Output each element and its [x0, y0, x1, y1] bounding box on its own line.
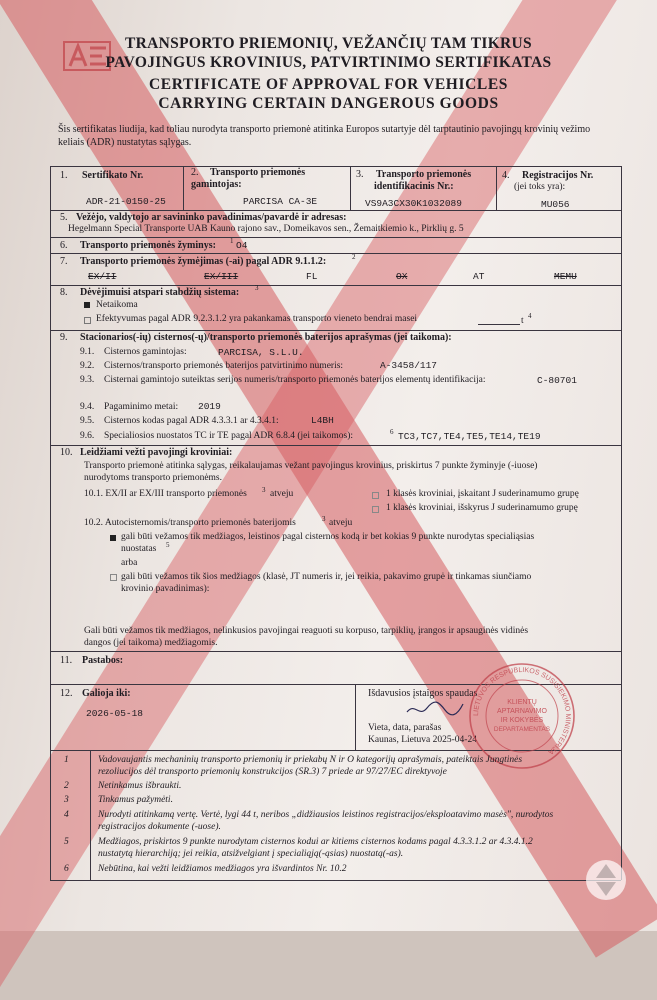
field-num: 5. — [60, 212, 68, 223]
title-en-line2: CARRYING CERTAIN DANGEROUS GOODS — [158, 95, 499, 112]
tank-description-label: Stacionarios(-ių) cisternos(-ų)/transporto priemonės baterijos aprašymas (jei taikoma): — [80, 332, 452, 343]
valid-until-value: 2026-05-18 — [86, 708, 144, 719]
tank-serial-label: Cisternai gamintojo suteiktas serijos numeris/transporto priemonės baterijos elementų identifikacija: — [104, 375, 486, 385]
unchecked-checkbox — [372, 506, 379, 513]
unchecked-checkbox — [84, 317, 91, 324]
compatibility-note-2: dangos (jei taikoma) medžiagomis. — [84, 638, 218, 648]
adr-mark-fl: FL — [306, 271, 318, 282]
brake-option-not-applicable: Netaikoma — [96, 300, 138, 310]
substances-by-tank-code-1: gali būti vežamos tik medžiagos, leistinos pagal cisternos kodą ir bet kokias 9 punkte nurodytas specialiąsias — [121, 532, 535, 542]
tank-code-value: L4BH — [311, 415, 334, 426]
adr-mark-ox: OX — [396, 271, 408, 282]
field-num: 7. — [60, 256, 68, 267]
field-num: 4. — [502, 170, 510, 181]
adr-mark-exii: EX/II — [88, 271, 117, 282]
rule — [90, 750, 91, 880]
rule — [50, 651, 621, 652]
field-num: 1. — [60, 170, 68, 181]
title-lt-line2: PAVOJINGUS KROVINIUS, PATVIRTINIMO SERTIFIKATAS — [105, 54, 552, 71]
svg-text:DEPARTAMENTAS: DEPARTAMENTAS — [493, 726, 551, 733]
place-date-value: Kaunas, Lietuva 2025-04-24 — [368, 735, 477, 745]
rule — [50, 210, 621, 211]
rule — [350, 166, 351, 210]
only-listed-substances-1: gali būti vežamos tik šios medžiagos (klasė, JT numeris ir, jei reikia, pakavimo grupė ir tinkamas siunčiamo — [121, 572, 532, 582]
registration-value: MU056 — [541, 199, 570, 210]
footnote-text: nustatytą hierarchiją; jei reikia, atsižvelgiant į specialiąją(-ąsias) nuostatą(-as). — [98, 849, 404, 859]
tank-code-label: Cisternos kodas pagal ADR 4.3.3.1 ar 4.3.4.1: — [104, 416, 279, 426]
field-num: 9.2. — [80, 361, 95, 371]
permitted-goods-text-2: nurodytoms transporto priemonėms. — [84, 473, 222, 483]
permitted-goods-label: Leidžiami vežti pavojingi kroviniai: — [80, 447, 233, 458]
field-num: 9.1. — [80, 347, 95, 357]
footnote-ref: 4 — [528, 312, 532, 320]
registration-label-2: (jei toks yra): — [514, 182, 566, 192]
field-num: 6. — [60, 240, 68, 251]
footnote-text: Vadovaujantis mechaninių transporto priemonių ir priekabų N ir O kategorijų aprašymais, pateiktais Jungtinės — [98, 755, 523, 765]
class1-including-j: 1 klasės kroviniai, įskaitant J suderinamumo grupę — [386, 489, 579, 499]
blank-line — [478, 324, 520, 325]
footnote-ref: 2 — [352, 253, 356, 261]
footnote-text: Nurodyti atitinkamą vertę. Vertė, lygi 44 t, neribos „didžiausios leistinos registracijos/eksploatavimo masės", nurodytos — [98, 810, 554, 820]
certificate-number-label: Sertifikato Nr. — [82, 170, 144, 181]
manufacturer-value: PARCISA CA-3E — [243, 196, 318, 207]
signature-icon — [405, 698, 465, 720]
footnote-number: 1 — [64, 755, 69, 765]
field-num: 8. — [60, 287, 68, 298]
tank-approval-value: A-3458/117 — [380, 360, 438, 371]
only-listed-substances-2: krovinio pavadinimas): — [121, 584, 210, 594]
vin-label-1: Transporto priemonės — [376, 169, 472, 180]
svg-text:APTARNAVIMO: APTARNAVIMO — [497, 708, 547, 715]
rule — [621, 166, 622, 880]
footnote-ref: 5 — [166, 541, 170, 549]
rule — [50, 253, 621, 254]
adr-marking-label: Transporto priemonės žymėjimas (-ai) pagal ADR 9.1.1.2: — [80, 256, 327, 267]
tank-manufacturer-value: PARCISA, S.L.U. — [218, 347, 304, 358]
remarks-label: Pastabos: — [82, 655, 124, 666]
field-num: 9.4. — [80, 402, 95, 412]
permitted-goods-text-1: Transporto priemonė atitinka sąlygas, reikalaujamas vežant pavojingus krovinius, priskirtus 7 punkte žyminyje (-iuose) — [84, 461, 538, 471]
unchecked-checkbox — [372, 492, 379, 499]
rule — [183, 166, 184, 210]
rule — [50, 330, 621, 331]
svg-text:LIETUVOS RESPUBLIKOS SUSISIEKI: LIETUVOS RESPUBLIKOS SUSISIEKIMO MINISTERIJA — [472, 666, 572, 756]
tank-serial-value: C-80701 — [537, 375, 577, 386]
manufacture-year-value: 2019 — [198, 401, 221, 412]
brake-system-label: Dėvėjimuisi atspari stabdžių sistema: — [80, 287, 240, 298]
field-num: 9.5. — [80, 416, 95, 426]
certificate-number-value: ADR-21-0150-25 — [86, 196, 166, 207]
footnote-ref: 6 — [390, 428, 394, 436]
adr-mark-exiii: EX/III — [204, 271, 239, 282]
field-num: 12. — [60, 688, 73, 699]
footnote-number: 5 — [64, 837, 69, 847]
section-10-2-tail: atveju — [329, 518, 353, 528]
brake-option-efficiency: Efektyvumas pagal ADR 9.2.3.1.2 yra pakankamas transporto vieneto bendrai masei — [96, 314, 418, 324]
tank-approval-label: Cisternos/transporto priemonės baterijos patvirtinimo numeris: — [104, 361, 344, 371]
rule — [50, 166, 51, 880]
field-num: 9. — [60, 332, 68, 343]
owner-value: Hegelmann Special Transporte UAB Kauno rajono sav., Domeikavos sen., Žemaitkiemio k., Pirklių g. 5 — [68, 224, 464, 234]
section-10-2-label: 10.2. Autocisternomis/transporto priemonės baterijomis — [84, 518, 296, 528]
vehicle-designation-value: O4 — [236, 240, 248, 251]
compatibility-note-1: Gali būti vežamos tik medžiagos, nelinkusios pavojingai reaguoti su korpuso, tarpiklių, įrangos ir apsauginės vidinės — [84, 626, 529, 636]
unchecked-checkbox — [110, 574, 117, 581]
or-text: arba — [121, 558, 138, 568]
place-date-signature-label: Vieta, data, parašas — [368, 723, 442, 733]
footnote-number: 2 — [64, 781, 69, 791]
issuing-authority-stamp-label: Išdavusios įstaigos spaudas — [368, 688, 478, 699]
section-10-1-label: 10.1. EX/II ar EX/III transporto priemonės — [84, 489, 247, 499]
rule — [50, 285, 621, 286]
tank-manufacturer-label: Cisternos gamintojas: — [104, 347, 187, 357]
field-num: 2. — [191, 167, 199, 178]
special-provisions-label: Specialiosios nuostatos TC ir TE pagal ADR 6.8.4 (jei taikomos): — [104, 431, 354, 441]
rule — [50, 237, 621, 238]
footnote-number: 6 — [64, 864, 69, 874]
adr-mark-memu: MEMU — [554, 271, 577, 282]
rule — [50, 445, 621, 446]
rule — [355, 684, 356, 750]
footnote-text: Netinkamus išbraukti. — [98, 781, 182, 791]
footnote-text: registracijos dokumente (-uose). — [98, 822, 221, 832]
class1-excluding-j: 1 klasės kroviniai, išskyrus J suderinamumo grupę — [386, 503, 578, 513]
section-10-1-tail: atveju — [270, 489, 294, 499]
watermark-logo-icon — [584, 858, 628, 902]
vehicle-designation-label: Transporto priemonės žyminys: — [80, 240, 216, 251]
footnote-text: Medžiagos, priskirtos 9 punkte nurodytam cisternos kodui ar kitiems cisternos kodams pagal 4.3.3.1.2 ar 4.3.4.1.2 — [98, 837, 533, 847]
footnote-ref: 3 — [262, 486, 266, 494]
manufacturer-label-2: gamintojas: — [191, 179, 242, 190]
manufacture-year-label: Pagaminimo metai: — [104, 402, 179, 412]
footnote-ref: 1 — [230, 237, 234, 245]
footnote-text: Tinkamus pažymėti. — [98, 795, 173, 805]
field-num: 9.6. — [80, 431, 95, 441]
field-num: 11. — [60, 655, 73, 666]
svg-text:KLIENTŲ: KLIENTŲ — [507, 699, 537, 706]
footnote-ref: 3 — [255, 284, 259, 292]
svg-text:IR KOKYBĖS: IR KOKYBĖS — [500, 717, 544, 724]
registration-label-1: Registracijos Nr. — [522, 170, 594, 181]
intro-paragraph: Šis sertifikatas liudija, kad toliau nurodyta transporto priemonė atitinka Europos sutartyje dėl tarptautinio pavojingų krovinių vežimo keliais (ADR) nustatytas sąlygas. — [58, 124, 591, 148]
field-num: 10. — [60, 447, 73, 458]
footnote-number: 3 — [64, 795, 69, 805]
footnote-text: Nebūtina, kai vežti leidžiamos medžiagos yra išvardintos Nr. 10.2 — [98, 864, 347, 874]
substances-by-tank-code-2: nuostatas — [121, 544, 157, 554]
special-provisions-value: TC3,TC7,TE4,TE5,TE14,TE19 — [398, 431, 541, 442]
field-num: 3. — [356, 169, 364, 180]
rule — [50, 166, 621, 167]
adr-mark-at: AT — [473, 271, 485, 282]
checked-checkbox — [110, 535, 116, 541]
title-lt-line1: TRANSPORTO PRIEMONIŲ, VEŽANČIŲ TAM TIKRUS — [125, 35, 532, 52]
rule — [50, 880, 621, 881]
valid-until-label: Galioja iki: — [82, 688, 131, 699]
footnote-number: 4 — [64, 810, 69, 820]
brake-unit: t — [521, 316, 524, 326]
vin-value: VS9A3CX30K1032089 — [365, 198, 462, 209]
vin-label-2: identifikacinis Nr.: — [374, 181, 454, 192]
footnote-text: rezoliucijos dėl transporto priemonių konstrukcijos (SR.3) 7 priede ar 97/27/EC direktyvoje — [98, 767, 447, 777]
footnote-ref: 3 — [322, 515, 326, 523]
title-en-line1: CERTIFICATE OF APPROVAL FOR VEHICLES — [149, 76, 508, 93]
manufacturer-label-1: Transporto priemonės — [210, 167, 306, 178]
checked-checkbox — [84, 302, 90, 308]
field-num: 9.3. — [80, 375, 95, 385]
rule — [496, 166, 497, 210]
owner-label: Vežėjo, valdytojo ar savininko pavadinimas/pavardė ir adresas: — [76, 212, 347, 223]
